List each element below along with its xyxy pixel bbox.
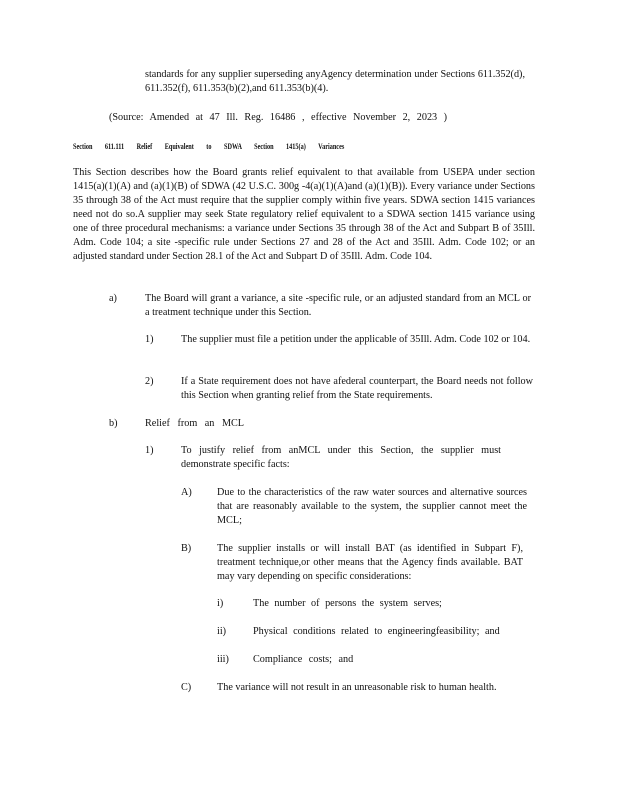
item-label: ii) [217,626,227,637]
item-label: 1) [145,445,154,456]
item-label: A) [181,487,192,498]
item-label: a) [109,293,117,304]
item-text: To justify relief from anMCL under this Section, the supplier must demonstrate specific facts: [181,445,501,470]
continuation-paragraph: standards for any supplier superseding anyAgency determination under Sections 611.352(d), 611.352(f), 611.353(b)(2),and 611.353(b)(4). [145,69,525,94]
intro-paragraph: This Section describes how the Board grants relief equivalent to that available from USEPA under section 1415(a)(1)(A) and (a)(1)(B) of SDWA (42 U.S.C. 300g -4(a)(1)(A)and (a)(1)(B)). Every variance under Sections 35 through 38 of the Act must require that the supplier comply within five years. SDWA section 1415 variances need not do so.A supplier may seek State regulatory relief equivalent to a SDWA section 1415 variance using one of three procedural mechanisms: a variance under Sections 35 through 38 of the Act and Subpart B of 35Ill. Adm. Code 104; a site -specific rule under Sections 27 and 28 of the Act and 35Ill. Adm. Code 102; or an adjusted standard under Section 28.1 of the Act and Subpart D of 35Ill. Adm. Code 104. [73,167,535,262]
source-note: (Source: Amended at 47 Ill. Reg. 16486 , effective November 2, 2023 ) [109,112,448,123]
item-label: i) [217,598,224,609]
item-text: Compliance costs; and [253,654,354,665]
item-label: 2) [145,376,154,387]
item-label: b) [109,418,118,429]
section-heading: Section 611.111 Relief Equivalent to SDWA Section 1415(a) Variances [73,142,345,151]
item-text: The Board will grant a variance, a site -specific rule, or an adjusted standard from an MCL or a treatment technique under this Section. [145,293,531,318]
item-label: iii) [217,654,229,665]
item-label: C) [181,682,192,693]
item-text: Due to the characteristics of the raw water sources and alternative sources that are reasonably available to the system, the supplier cannot meet the MCL; [217,487,527,526]
item-label: 1) [145,334,154,345]
item-label: B) [181,543,192,554]
item-text: The supplier installs or will install BAT (as identified in Subpart F), treatment technique,or other means that the Agency finds available. BAT may vary depending on specific considerations: [217,543,523,582]
item-text: Relief from an MCL [145,418,245,429]
item-text: If a State requirement does not have afederal counterpart, the Board needs not follow this Section when granting relief from the State requirements. [181,376,533,401]
item-text: Physical conditions related to engineeringfeasibility; and [253,626,500,637]
item-text: The number of persons the system serves; [253,598,442,609]
item-text: The supplier must file a petition under the applicable of 35Ill. Adm. Code 102 or 104. [181,334,531,345]
item-text: The variance will not result in an unreasonable risk to human health. [217,682,497,693]
